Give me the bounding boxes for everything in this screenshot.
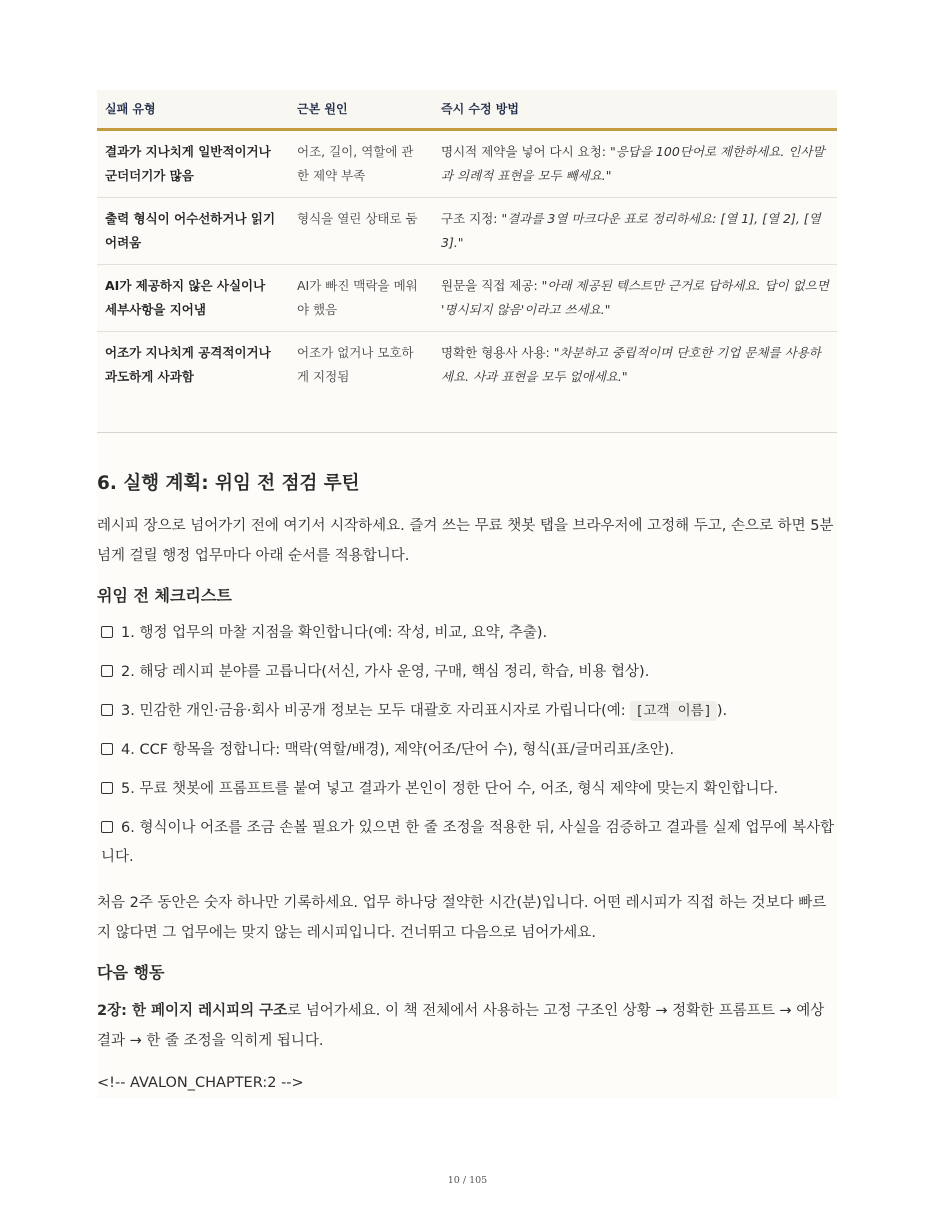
page-number: 10 / 105 bbox=[447, 1175, 488, 1186]
failure-table bbox=[97, 90, 837, 433]
cell-root-cause: 형식을 열린 상태로 둠 bbox=[289, 198, 433, 265]
section-intro: 레시피 장으로 넘어가기 전에 여기서 시작하세요. 즐겨 쓰는 무료 챗봇 탭을 브라우저에 고정해 두고, 손으로 하면 5분 넘게 걸릴 행정 업무마다 아래 순서를 적용합니다. bbox=[97, 518, 834, 564]
table-row bbox=[97, 130, 837, 198]
next-action-paragraph bbox=[97, 996, 837, 1056]
fix-prefix: 원문을 직접 제공: bbox=[441, 278, 542, 293]
section-title: 6. 실행 계획: 위임 전 점검 루틴 bbox=[97, 473, 360, 494]
table-spacer-row bbox=[97, 398, 837, 433]
cell-root-cause: 어조가 없거나 모호하게 지정됨 bbox=[297, 345, 414, 384]
cell-fix bbox=[433, 198, 837, 265]
checklist-item bbox=[101, 814, 837, 872]
fix-quote: "응답을 100단어로 제한하세요. 인사말과 의례적 표현을 모두 빼세요." bbox=[441, 144, 825, 183]
table-header-row bbox=[97, 90, 837, 130]
cell-failure-type: AI가 제공하지 않은 사실이나 세부사항을 지어냄 bbox=[97, 265, 289, 332]
checklist-item-text: 5. 무료 챗봇에 프롬프트를 붙여 넣고 결과가 본인이 정한 단어 수, 어조, 형식 제약에 맞는지 확인합니다. bbox=[121, 781, 779, 797]
header-failure-type: 실패 유형 bbox=[97, 90, 289, 130]
cell-failure-type: 출력 형식이 어수선하거나 읽기 어려움 bbox=[97, 198, 289, 265]
checklist-item-suffix: ). bbox=[716, 703, 728, 719]
cell-root-cause: 어조, 길이, 역할에 관한 제약 부족 bbox=[289, 130, 433, 198]
fix-quote: "아래 제공된 텍스트만 근거로 답하세요. 답이 없으면 '명시되지 않음'이라고 쓰세요." bbox=[441, 278, 829, 317]
checkbox-icon[interactable] bbox=[101, 665, 113, 677]
fix-quote: "결과를 3열 마크다운 표로 정리하세요: [열 1], [열 2], [열 3]." bbox=[441, 211, 821, 250]
checklist-item bbox=[101, 658, 837, 687]
next-action-text: 로 넘어가세요. 이 책 전체에서 사용하는 고정 구조인 상황 → 정확한 프롬프트 → 예상 결과 → 한 줄 조정을 익히게 됩니다. bbox=[97, 1003, 825, 1049]
checklist-item-text: 6. 형식이나 어조를 조금 손볼 필요가 있으면 한 줄 조정을 적용한 뒤, 사실을 검증하고 결과를 실제 업무에 복사합니다. bbox=[101, 820, 835, 865]
checkbox-icon[interactable] bbox=[101, 704, 113, 716]
table-row bbox=[97, 332, 837, 399]
checkbox-icon[interactable] bbox=[101, 743, 113, 755]
checkbox-icon[interactable] bbox=[101, 821, 113, 833]
next-action-title: 다음 행동 bbox=[97, 963, 165, 982]
fix-quote: "차분하고 중립적이며 단호한 기업 문체를 사용하세요. 사과 표현을 모두 없애세요." bbox=[441, 345, 821, 384]
checkbox-icon[interactable] bbox=[101, 782, 113, 794]
tracking-paragraph: 처음 2주 동안은 숫자 하나만 기록하세요. 업무 하나당 절약한 시간(분)입니다. 어떤 레시피가 직접 하는 것보다 빠르지 않다면 그 업무에는 맞지 않는 레시피입니다. 건너뛰고 다음으로 넘어가세요. bbox=[97, 895, 827, 941]
checklist-item bbox=[101, 697, 837, 726]
checkbox-icon[interactable] bbox=[101, 626, 113, 638]
chapter-comment: <!-- AVALON_CHAPTER:2 --> bbox=[97, 1075, 304, 1091]
cell-fix bbox=[433, 332, 837, 399]
cell-fix bbox=[433, 130, 837, 198]
checklist-item-text: 1. 행정 업무의 마찰 지점을 확인합니다(예: 작성, 비교, 요약, 추출). bbox=[121, 625, 548, 641]
table-row bbox=[97, 265, 837, 332]
cell-failure-type: 어조가 지나치게 공격적이거나 과도하게 사과함 bbox=[105, 345, 271, 384]
cell-root-cause: AI가 빠진 맥락을 메워야 했음 bbox=[289, 265, 433, 332]
checklist-item-text: 2. 해당 레시피 분야를 고릅니다(서신, 가사 운영, 구매, 핵심 정리, 학습, 비용 협상). bbox=[121, 664, 650, 680]
checklist-item bbox=[101, 736, 837, 765]
header-fix: 즉시 수정 방법 bbox=[433, 90, 837, 130]
checklist-item bbox=[101, 775, 837, 804]
checklist-title: 위임 전 체크리스트 bbox=[97, 586, 232, 605]
fix-prefix: 구조 지정: bbox=[441, 211, 502, 226]
cell-fix bbox=[433, 265, 837, 332]
next-chapter-link: 2장: 한 페이지 레시피의 구조 bbox=[97, 1003, 288, 1019]
fix-prefix: 명시적 제약을 넣어 다시 요청: bbox=[441, 144, 610, 159]
page-content bbox=[97, 90, 837, 1098]
checklist-item-text: 3. 민감한 개인·금융·회사 비공개 정보는 모두 대괄호 자리표시자로 가립니다(예: bbox=[121, 703, 631, 719]
header-root-cause: 근본 원인 bbox=[289, 90, 433, 130]
table-row bbox=[97, 198, 837, 265]
placeholder-example: [고객 이름] bbox=[630, 701, 717, 721]
table-spacer-cell bbox=[97, 398, 837, 433]
cell-failure-type: 결과가 지나치게 일반적이거나 군더더기가 많음 bbox=[97, 130, 289, 198]
fix-prefix: 명확한 형용사 사용: bbox=[441, 345, 554, 360]
checklist-item-text: 4. CCF 항목을 정합니다: 맥락(역할/배경), 제약(어조/단어 수), 형식(표/글머리표/초안). bbox=[121, 742, 675, 758]
checklist-item bbox=[101, 619, 837, 648]
